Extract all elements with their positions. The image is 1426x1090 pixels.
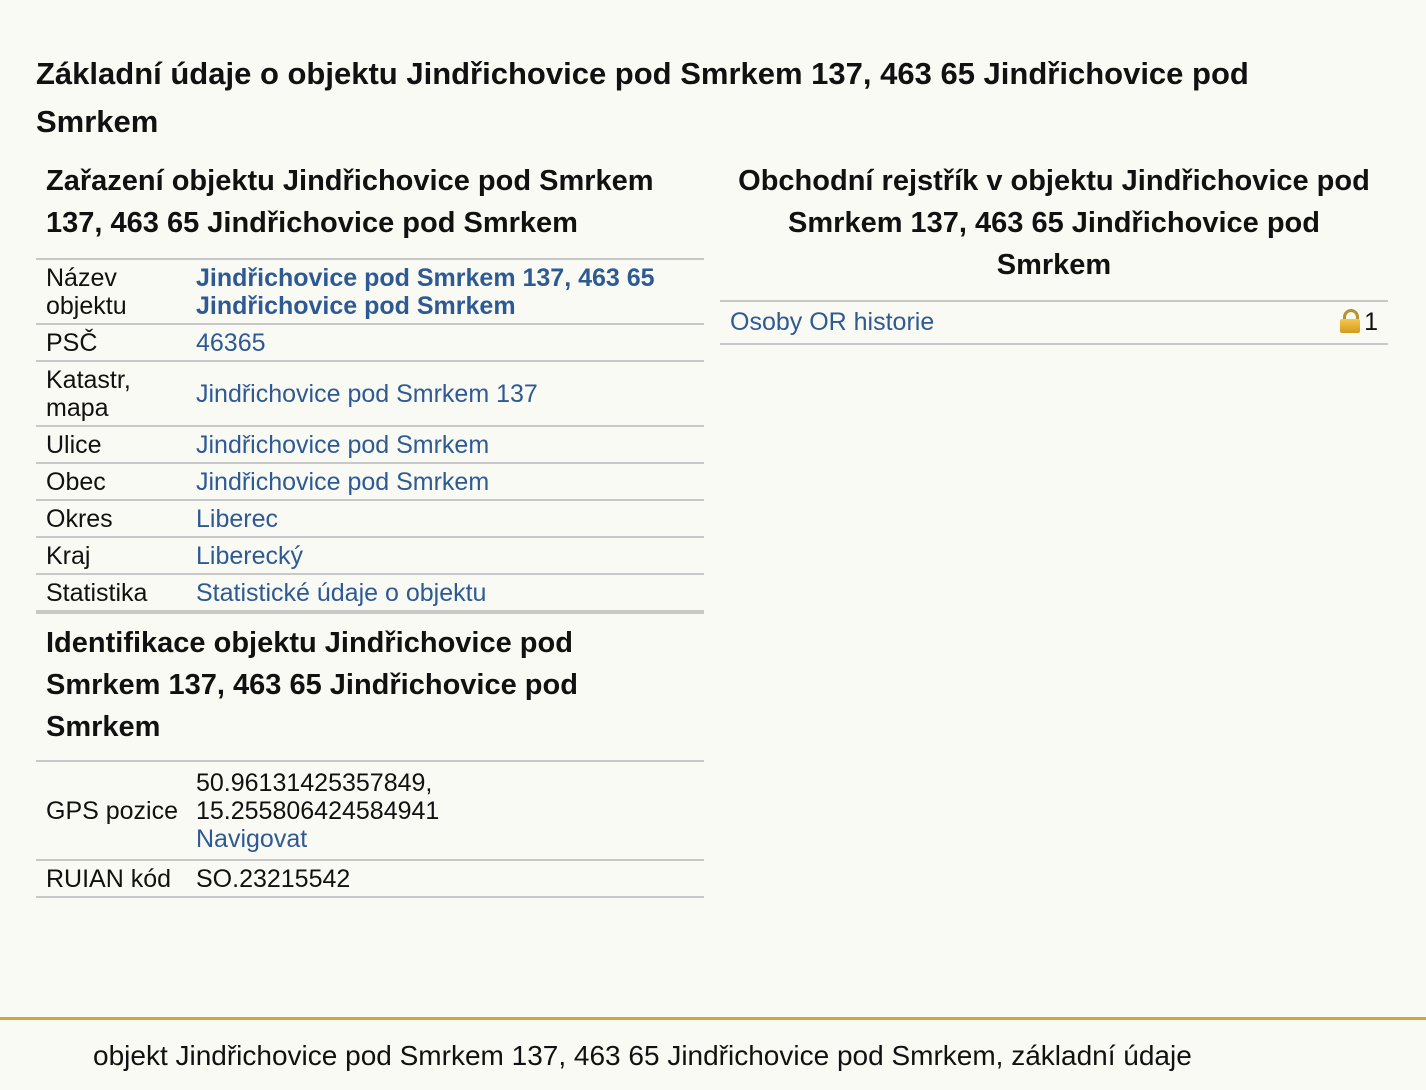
katastr-link[interactable]: Jindřichovice pod Smrkem 137 [196,380,538,408]
table-row [36,860,704,897]
okres-link[interactable]: Liberec [196,505,278,533]
obec-link[interactable]: Jindřichovice pod Smrkem [196,468,490,496]
business-register-table [720,300,1388,345]
row-label-psc: PSČ [36,324,186,361]
kraj-link[interactable]: Liberecký [196,542,303,570]
lock-icon [1340,309,1360,333]
ruian-value: SO.23215542 [186,860,704,897]
classification-section [36,158,704,898]
footer-divider [0,1017,1426,1020]
table-row [36,537,704,574]
row-label-nazev: Název objektu [36,259,186,324]
or-history-link[interactable]: Osoby OR historie [730,308,935,336]
gps-latitude: 50.96131425357849, [196,769,433,797]
business-register-heading: Obchodní rejstřík v objektu Jindřichovice pod Smrkem 137, 463 65 Jindřichovice pod Smrkem [738,165,1370,281]
row-label-katastr: Katastr, mapa [36,361,186,426]
table-row [720,301,1388,344]
table-row [36,361,704,426]
ruian-label: RUIAN kód [36,860,186,897]
table-row [36,500,704,537]
row-label-obec: Obec [36,463,186,500]
row-label-kraj: Kraj [36,537,186,574]
statistika-link[interactable]: Statistické údaje o objektu [196,579,487,607]
row-label-okres: Okres [36,500,186,537]
navigate-link[interactable]: Navigovat [196,825,308,853]
footer-text: objekt Jindřichovice pod Smrkem 137, 463 65 Jindřichovice pod Smrkem, základní údaje [93,1040,1192,1071]
table-row [36,259,704,324]
classification-table [36,258,704,612]
classification-heading: Zařazení objektu Jindřichovice pod Smrkem 137, 463 65 Jindřichovice pod Smrkem [46,165,654,239]
row-label-statistika: Statistika [36,574,186,611]
page-title: Základní údaje o objektu Jindřichovice pod Smrkem 137, 463 65 Jindřichovice pod Smrkem [36,56,1249,139]
identification-section [36,612,704,898]
table-row [36,761,704,860]
ulice-link[interactable]: Jindřichovice pod Smrkem [196,431,490,459]
table-row [36,426,704,463]
row-label-ulice: Ulice [36,426,186,463]
psc-link[interactable]: 46365 [196,329,266,357]
table-row [36,324,704,361]
table-row [36,463,704,500]
or-history-count: 1 [1364,308,1378,336]
identification-table [36,760,704,898]
table-row [36,574,704,611]
business-register-section [720,158,1388,345]
gps-label: GPS pozice [36,761,186,860]
gps-longitude: 15.255806424584941 [196,797,440,825]
object-name-link[interactable]: Jindřichovice pod Smrkem 137, 463 65 Jindřichovice pod Smrkem [196,264,655,320]
identification-heading: Identifikace objektu Jindřichovice pod Smrkem 137, 463 65 Jindřichovice pod Smrkem [46,627,578,743]
